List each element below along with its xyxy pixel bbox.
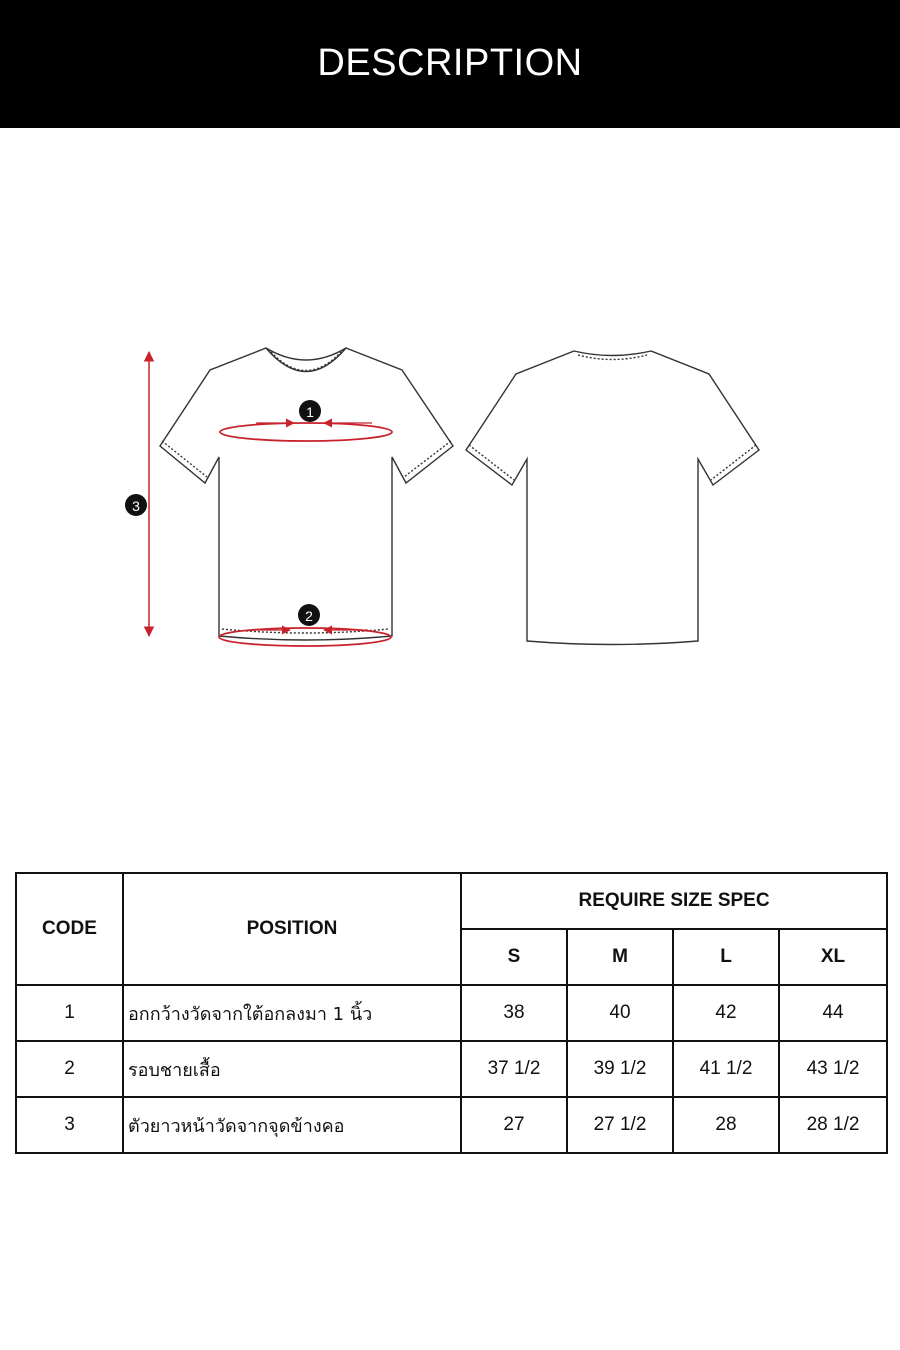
- spec-header: REQUIRE SIZE SPEC: [461, 873, 887, 929]
- marker-3-label: 3: [132, 498, 140, 514]
- marker-2-label: 2: [305, 608, 313, 624]
- page-title: DESCRIPTION: [317, 41, 583, 84]
- row-position: อกกว้างวัดจากใต้อกลงมา 1 นิ้ว: [123, 985, 461, 1041]
- row-value-l: 42: [673, 985, 779, 1041]
- row-position: ตัวยาวหน้าวัดจากจุดข้างคอ: [123, 1097, 461, 1153]
- size-header-l: L: [673, 929, 779, 985]
- table-row: [16, 1097, 887, 1153]
- table-row: [16, 1041, 887, 1097]
- marker-3-icon: [125, 494, 147, 516]
- row-code: 2: [16, 1041, 123, 1097]
- position-header: POSITION: [123, 873, 461, 985]
- header-bar: [0, 0, 900, 128]
- row-value-m: 39 1/2: [567, 1041, 673, 1097]
- row-value-l: 28: [673, 1097, 779, 1153]
- row-position: รอบชายเสื้อ: [123, 1041, 461, 1097]
- size-header-s: S: [461, 929, 567, 985]
- back-tshirt: [466, 351, 759, 645]
- row-value-xl: 44: [779, 985, 887, 1041]
- marker-1-label: 1: [306, 404, 314, 420]
- row-value-m: 40: [567, 985, 673, 1041]
- code-header: CODE: [16, 873, 123, 985]
- row-code: 1: [16, 985, 123, 1041]
- tshirt-diagram: [0, 330, 900, 660]
- row-value-xl: 28 1/2: [779, 1097, 887, 1153]
- size-spec-table: [15, 872, 888, 1154]
- size-header-m: M: [567, 929, 673, 985]
- row-value-s: 38: [461, 985, 567, 1041]
- table-row: [16, 985, 887, 1041]
- front-tshirt: [160, 348, 453, 640]
- row-value-xl: 43 1/2: [779, 1041, 887, 1097]
- marker-2-icon: [298, 604, 320, 626]
- marker-1-icon: [299, 400, 321, 422]
- row-code: 3: [16, 1097, 123, 1153]
- row-value-s: 27: [461, 1097, 567, 1153]
- row-value-s: 37 1/2: [461, 1041, 567, 1097]
- row-value-m: 27 1/2: [567, 1097, 673, 1153]
- row-value-l: 41 1/2: [673, 1041, 779, 1097]
- size-header-xl: XL: [779, 929, 887, 985]
